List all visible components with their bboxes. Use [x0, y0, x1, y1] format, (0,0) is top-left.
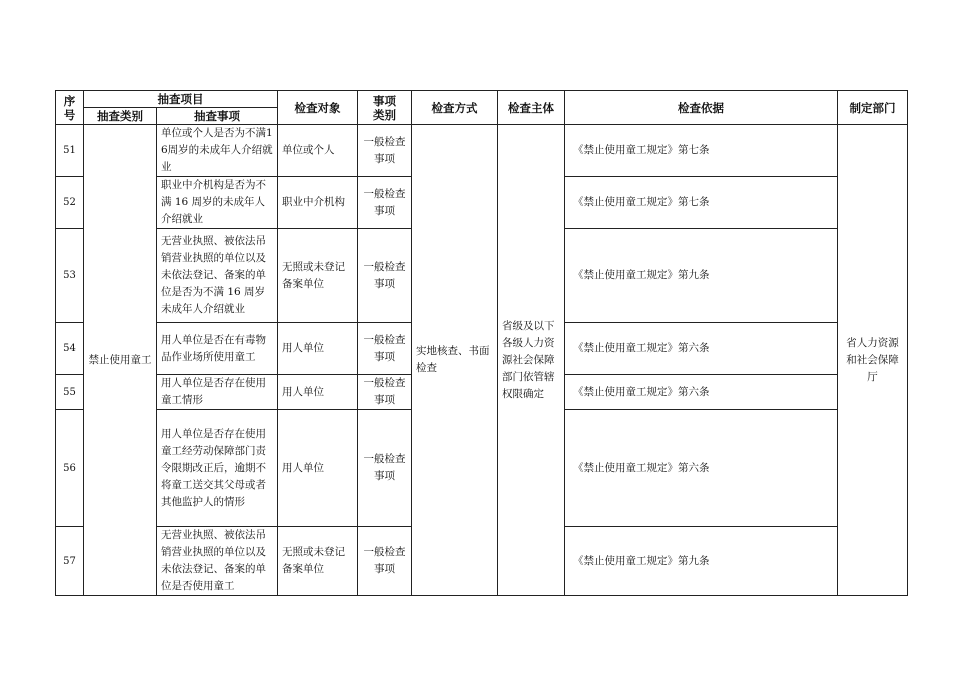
row-number: 56 [56, 410, 84, 527]
basis-cell: 《禁止使用童工规定》第六条 [565, 410, 838, 527]
basis-cell: 《禁止使用童工规定》第七条 [565, 125, 838, 177]
type-cell: 一般检查事项 [358, 410, 412, 527]
header-itemtype: 事项 类别 [358, 91, 412, 125]
object-cell: 职业中介机构 [278, 177, 358, 229]
object-cell: 用人单位 [278, 410, 358, 527]
basis-cell: 《禁止使用童工规定》第七条 [565, 177, 838, 229]
header-category: 抽查类别 [84, 108, 157, 125]
header-subject: 检查主体 [498, 91, 565, 125]
header-project: 抽查项目 [84, 91, 278, 108]
row-number: 57 [56, 527, 84, 596]
header-method: 检查方式 [412, 91, 498, 125]
item-cell: 无营业执照、被依法吊销营业执照的单位以及未依法登记、备案的单位是否为不满 16 周岁未成年人介绍就业 [157, 229, 278, 323]
header-seq: 序 号 [56, 91, 84, 125]
header-basis: 检查依据 [565, 91, 838, 125]
row-number: 54 [56, 323, 84, 375]
row-number: 55 [56, 375, 84, 410]
table-row [56, 125, 908, 177]
object-cell: 无照或未登记备案单位 [278, 229, 358, 323]
type-cell: 一般检查事项 [358, 177, 412, 229]
item-cell: 职业中介机构是否为不满 16 周岁的未成年人介绍就业 [157, 177, 278, 229]
type-cell: 一般检查事项 [358, 527, 412, 596]
basis-cell: 《禁止使用童工规定》第六条 [565, 323, 838, 375]
type-cell: 一般检查事项 [358, 125, 412, 177]
object-cell: 用人单位 [278, 323, 358, 375]
object-cell: 单位或个人 [278, 125, 358, 177]
item-cell: 用人单位是否在有毒物品作业场所使用童工 [157, 323, 278, 375]
object-cell: 无照或未登记备案单位 [278, 527, 358, 596]
basis-cell: 《禁止使用童工规定》第九条 [565, 229, 838, 323]
subject-cell: 省级及以下各级人力资源社会保障部门依管辖权限确定 [498, 125, 565, 596]
inspection-table [55, 90, 908, 596]
item-cell: 用人单位是否存在使用童工经劳动保障部门责令限期改正后，逾期不将童工送交其父母或者其他监护人的情形 [157, 410, 278, 527]
method-cell: 实地核查、书面检查 [412, 125, 498, 596]
header-object: 检查对象 [278, 91, 358, 125]
type-cell: 一般检查事项 [358, 229, 412, 323]
header-item: 抽查事项 [157, 108, 278, 125]
row-number: 53 [56, 229, 84, 323]
basis-cell: 《禁止使用童工规定》第九条 [565, 527, 838, 596]
item-cell: 单位或个人是否为不满16周岁的未成年人介绍就业 [157, 125, 278, 177]
row-number: 51 [56, 125, 84, 177]
basis-cell: 《禁止使用童工规定》第六条 [565, 375, 838, 410]
category-cell: 禁止使用童工 [84, 125, 157, 596]
object-cell: 用人单位 [278, 375, 358, 410]
dept-cell: 省人力资源和社会保障厅 [838, 125, 908, 596]
type-cell: 一般检查事项 [358, 375, 412, 410]
item-cell: 用人单位是否存在使用童工情形 [157, 375, 278, 410]
item-cell: 无营业执照、被依法吊销营业执照的单位以及未依法登记、备案的单位是否使用童工 [157, 527, 278, 596]
row-number: 52 [56, 177, 84, 229]
type-cell: 一般检查事项 [358, 323, 412, 375]
header-dept: 制定部门 [838, 91, 908, 125]
